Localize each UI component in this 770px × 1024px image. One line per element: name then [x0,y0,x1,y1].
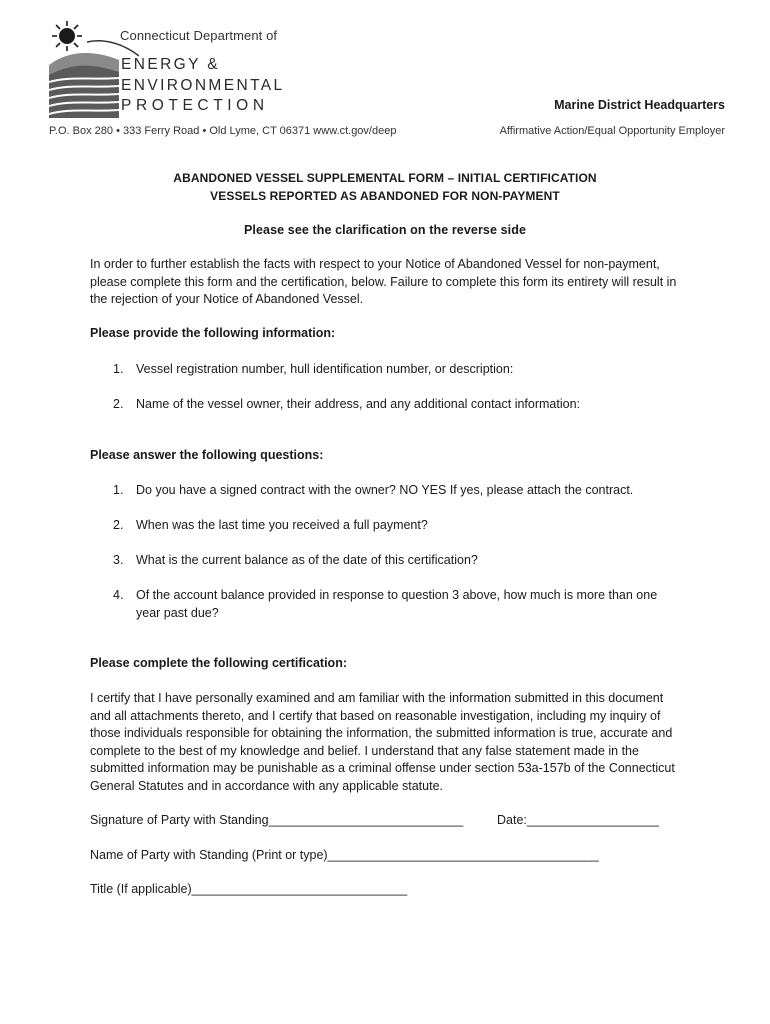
clarification-note: Please see the clarification on the reverse side [243,223,526,237]
eeo-statement: Affirmative Action/Equal Opportunity Employer [499,125,725,137]
item-number: 3. [113,553,124,567]
questions-heading: Please answer the following questions: [90,448,324,462]
agency-line-environmental: ENVIRONMENTAL [121,77,285,94]
agency-line-protection: PROTECTION [121,97,269,114]
item-text: Of the account balance provided in response to question 3 above, how much is more than one year past due? [136,588,658,620]
item-text: Vessel registration number, hull identification number, or description: [136,362,514,376]
item-text: Do you have a signed contract with the owner? NO YES If yes, please attach the contract. [136,483,634,497]
certification-text: I certify that I have personally examined and am familiar with the information submitted in this document and all attachments thereto, and I certify that based on reasonable investigation, including my inquiry of those individuals responsible for obtaining the information, the submitted information is true, accurate and complete to the best of my knowledge and belief. I understand that any false statement made in the submitted information may be punishable as a criminal offense under section 53a-157b of the Connecticut General Statutes and in accordance with any applicable statute. [90,691,675,793]
agency-name-top: Connecticut Department of [120,28,278,43]
item-text: When was the last time you received a full payment? [136,518,428,532]
name-field[interactable]: Name of Party with Standing (Print or type)_______________________________________ [90,848,599,862]
agency-line-energy: ENERGY & [121,56,221,73]
question-item [113,587,673,622]
date-field[interactable]: Date:___________________ [497,813,659,827]
question-item [113,552,673,570]
info-item [113,361,673,379]
address-line: P.O. Box 280 • 333 Ferry Road • Old Lyme, CT 06371 www.ct.gov/deep [49,125,397,137]
info-heading: Please provide the following information: [90,326,336,340]
info-item [113,396,673,414]
signature-field[interactable]: Signature of Party with Standing____________________________ [90,813,464,827]
item-text: Name of the vessel owner, their address, and any additional contact information: [136,397,581,411]
question-item [113,517,673,535]
form-subtitle: VESSELS REPORTED AS ABANDONED FOR NON-PAYMENT [210,189,560,203]
item-number: 1. [113,362,124,376]
item-number: 1. [113,483,124,497]
question-item [113,482,693,500]
item-number: 2. [113,397,124,411]
hq-label: Marine District Headquarters [554,98,725,112]
title-field[interactable]: Title (If applicable)_______________________________ [90,882,408,896]
certification-heading: Please complete the following certification: [90,656,347,670]
item-number: 2. [113,518,124,532]
item-text: What is the current balance as of the date of this certification? [136,553,478,567]
form-title: ABANDONED VESSEL SUPPLEMENTAL FORM – INITIAL CERTIFICATION [173,171,597,185]
intro-paragraph: In order to further establish the facts with respect to your Notice of Abandoned Vessel for non-payment, please complete this form and the certification, below. Failure to complete this form its entirety will result in the rejection of your Notice of Abandoned Vessel. [90,257,677,306]
item-number: 4. [113,588,124,602]
